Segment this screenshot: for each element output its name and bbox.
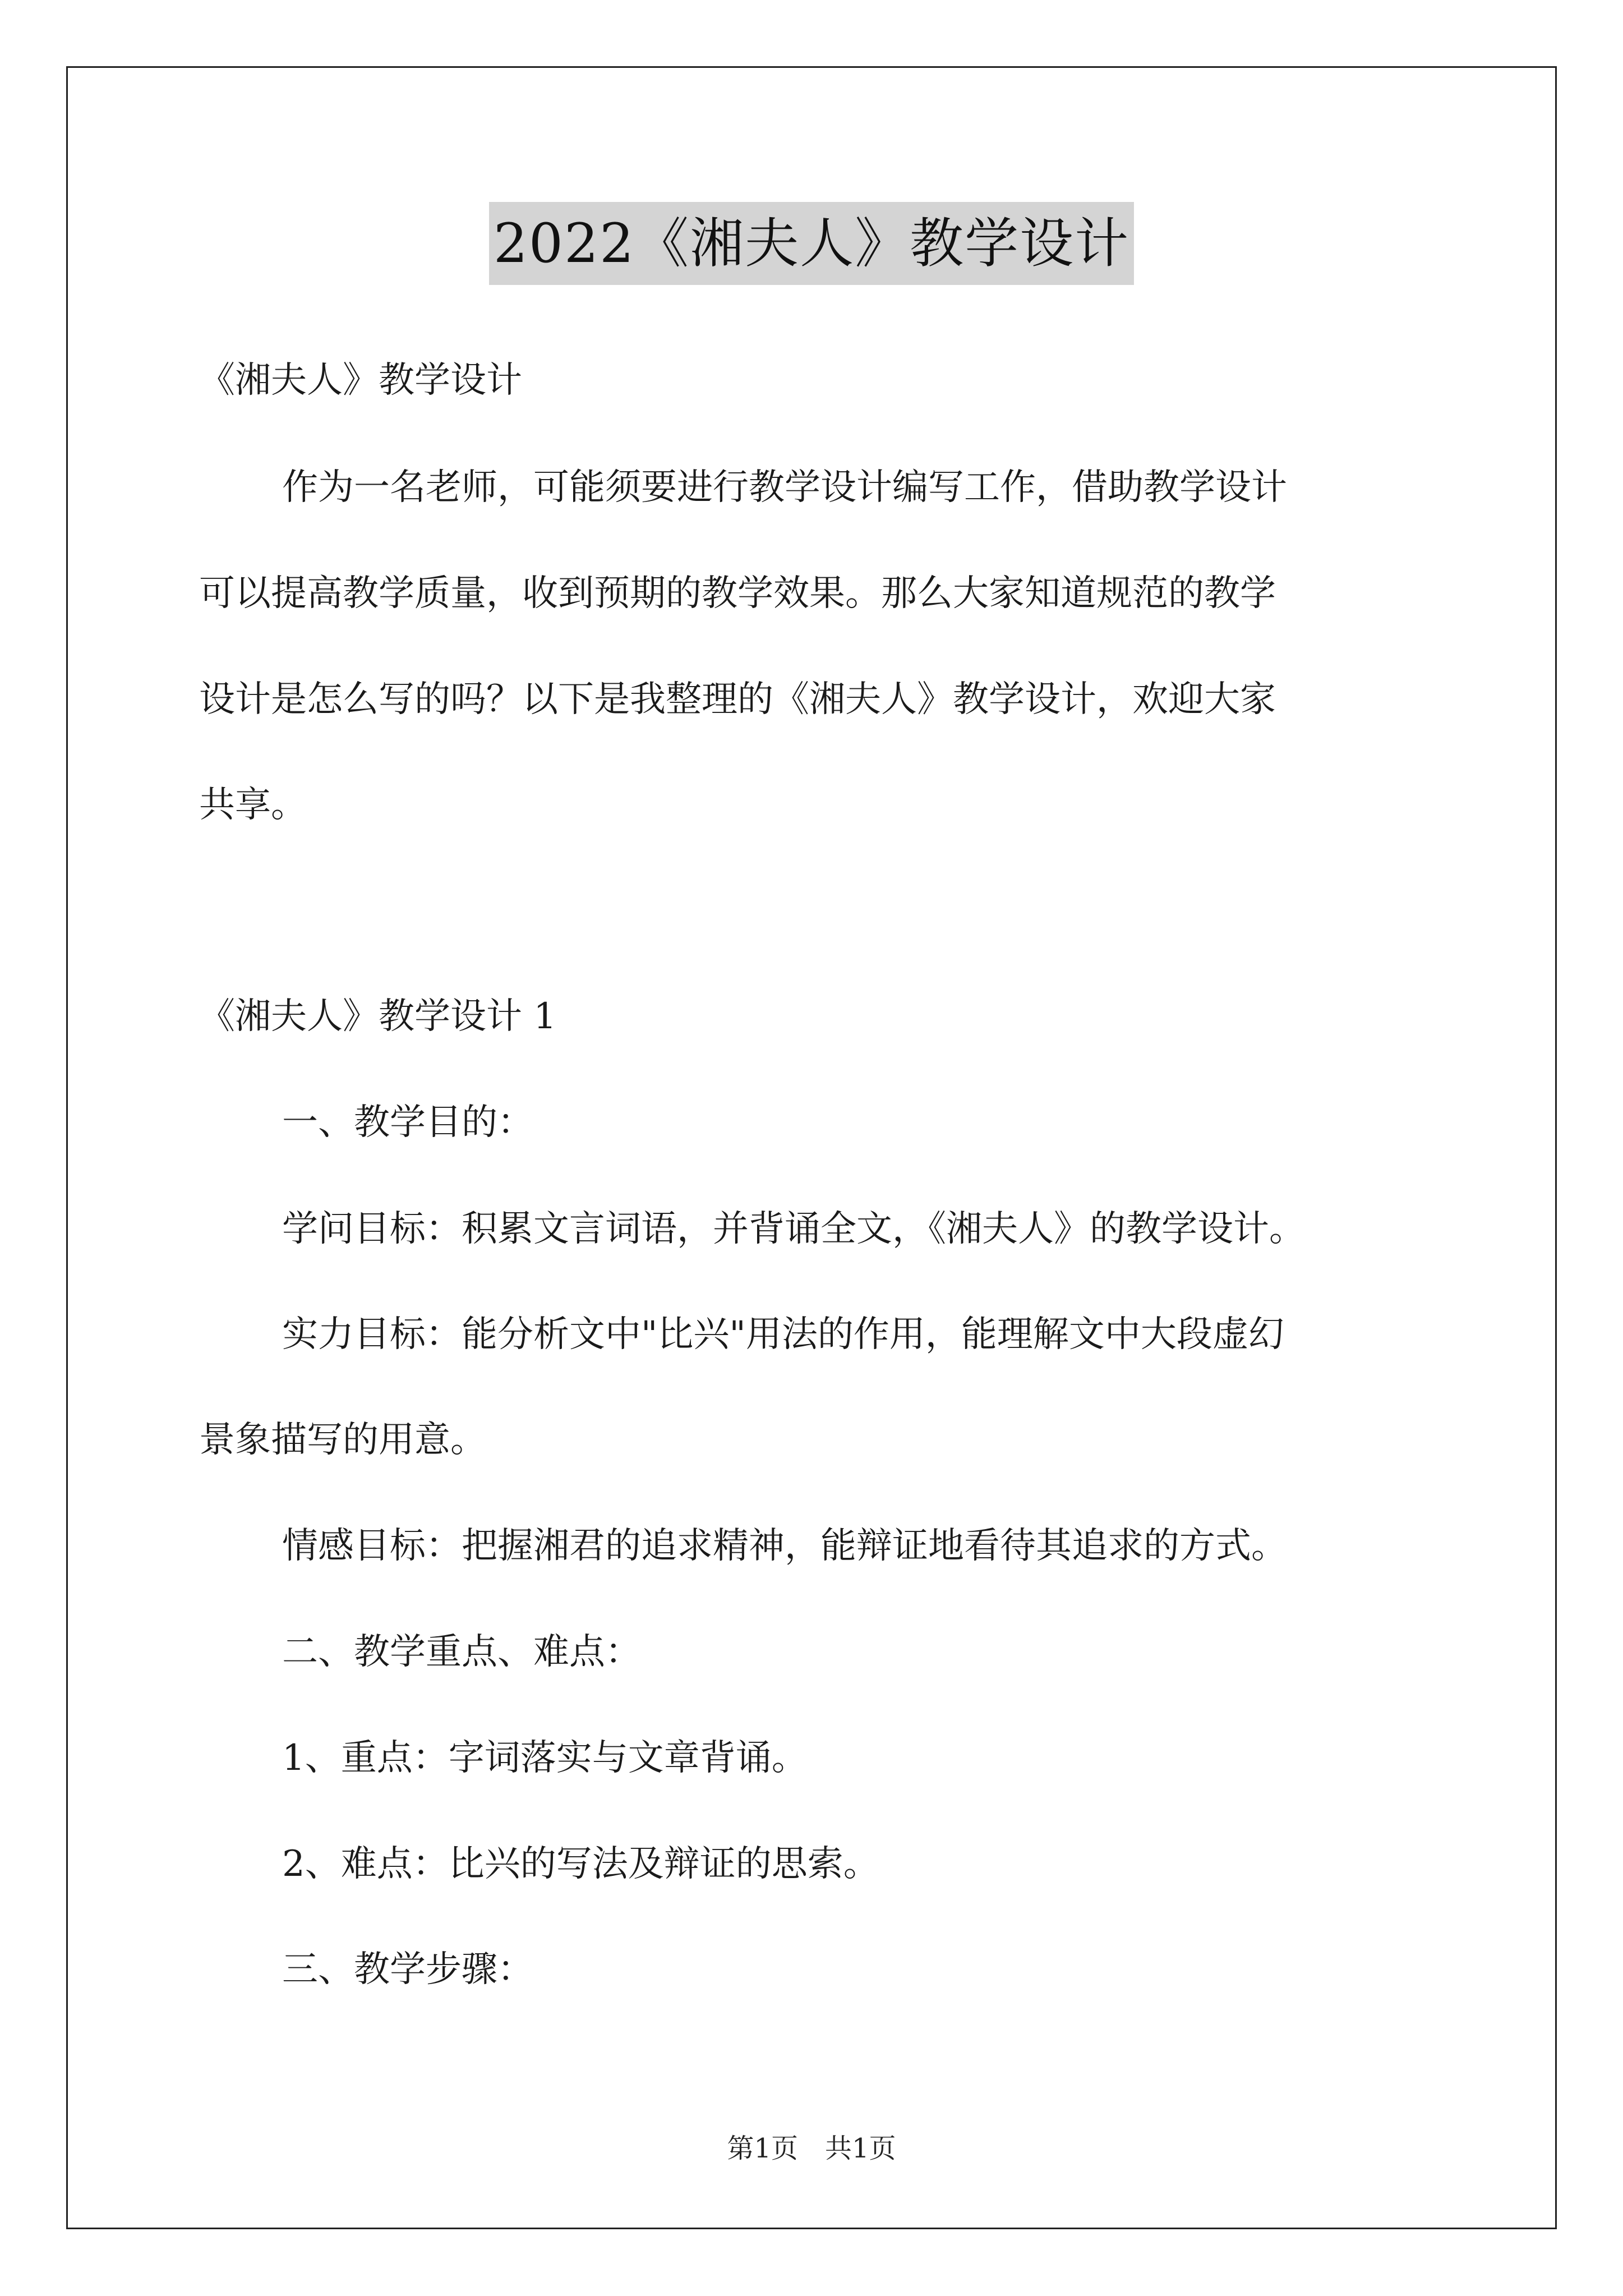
intro-line-4: 共享。 [199, 784, 307, 826]
intro-line-2: 可以提高教学质量，收到预期的教学效果。那么大家知道规范的教学 [199, 573, 1276, 614]
goals-heading: 一、教学目的： [282, 1102, 533, 1143]
page-number: 第1页 共1页 [727, 2133, 896, 2164]
emotion-goal: 情感目标：把握湘君的追求精神，能辩证地看待其追求的方式。 [282, 1525, 1287, 1567]
ability-goal-line-1: 实力目标：能分析文中"比兴"用法的作用，能理解文中大段虚幻 [282, 1314, 1284, 1355]
key-points-heading: 二、教学重点、难点： [282, 1631, 641, 1673]
page-footer [0, 2132, 1623, 2165]
ability-goal-line-2: 景象描写的用意。 [199, 1419, 486, 1461]
intro-line-1: 作为一名老师，可能须要进行教学设计编写工作，借助教学设计 [282, 467, 1287, 508]
key-point-2: 2、难点：比兴的写法及辩证的思索。 [282, 1843, 879, 1885]
steps-heading: 三、教学步骤： [282, 1949, 533, 1990]
intro-line-3: 设计是怎么写的吗？以下是我整理的《湘夫人》教学设计，欢迎大家 [199, 679, 1276, 720]
key-point-1: 1、重点：字词落实与文章背诵。 [282, 1737, 808, 1779]
section-heading: 《湘夫人》教学设计 1 [199, 996, 557, 1037]
document-title: 2022《湘夫人》教学设计 [489, 202, 1134, 285]
title-container [0, 202, 1623, 285]
knowledge-goal: 学问目标：积累文言词语，并背诵全文，《湘夫人》的教学设计。 [282, 1208, 1305, 1250]
document-subtitle: 《湘夫人》教学设计 [199, 360, 522, 401]
